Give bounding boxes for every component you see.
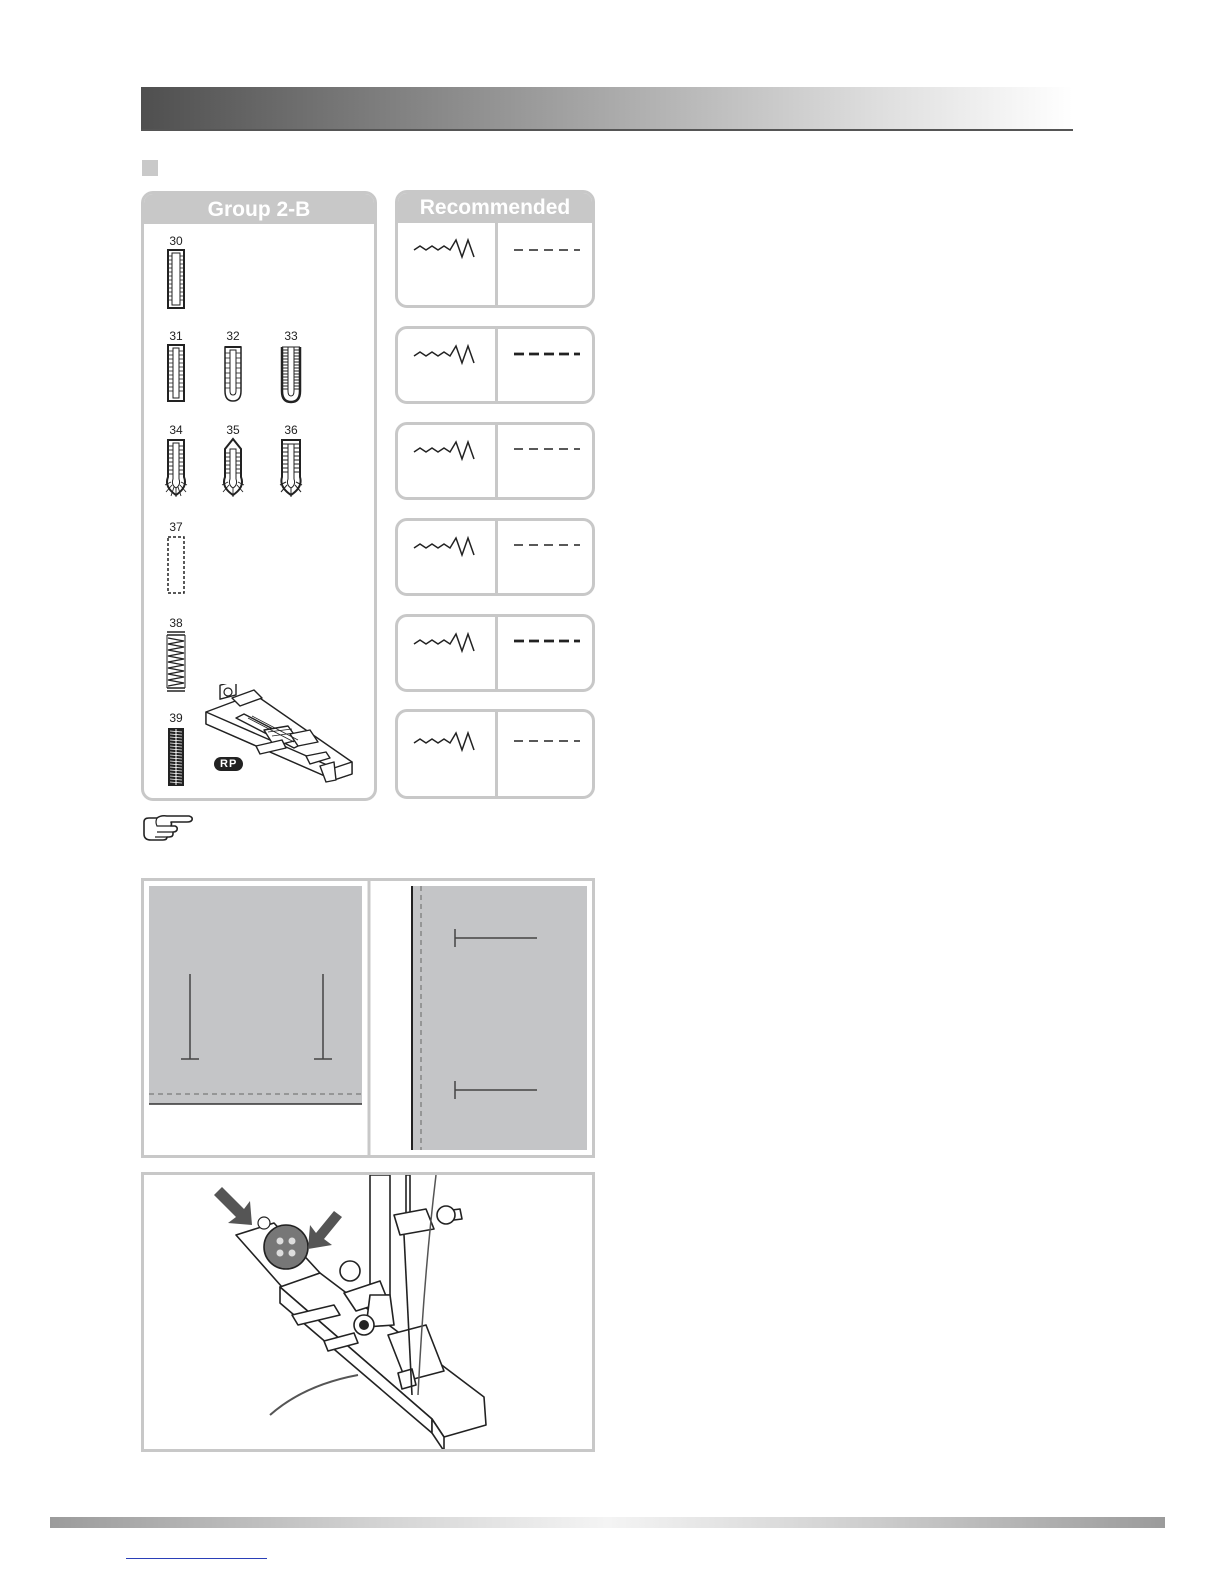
recommended-title: Recommended: [398, 193, 592, 223]
rp-badge: RP: [214, 757, 243, 771]
rec-stitch-cell: [398, 425, 498, 497]
header-bar: [141, 87, 1073, 131]
pattern-number: 38: [169, 616, 183, 630]
rec-stitch-cell: [398, 617, 498, 689]
pattern-38[interactable]: [161, 616, 191, 694]
pattern-number: 37: [169, 520, 183, 534]
pattern-33[interactable]: [276, 329, 306, 405]
recommended-row-5: [395, 614, 595, 692]
recommended-row-4: [395, 518, 595, 596]
group-2b-panel: [141, 191, 377, 801]
button-insertion-illustration: [141, 1172, 595, 1452]
rec-stitch-cell: [398, 329, 498, 401]
buttonhole-placement-diagram: [141, 878, 595, 1158]
rec-stitch-cell: [398, 223, 498, 305]
pattern-number: 33: [284, 329, 298, 343]
pattern-number: 39: [169, 711, 183, 725]
zigzag-icon: [412, 437, 478, 463]
dashed-line-bold-icon: [512, 636, 582, 646]
footer-bar: [50, 1517, 1165, 1528]
rec-dash-cell: [498, 329, 595, 401]
rec-dash-cell: [498, 223, 595, 305]
pattern-number: 35: [226, 423, 240, 437]
pattern-number: 31: [169, 329, 183, 343]
buttonhole-rect-icon: [165, 343, 187, 405]
recommended-row-6: [395, 709, 595, 799]
dashed-line-icon: [512, 245, 582, 255]
rec-stitch-cell: [398, 521, 498, 593]
rec-dash-cell: [498, 425, 595, 497]
buttonhole-dashed-icon: [165, 534, 187, 596]
buttonhole-rect-icon: [165, 248, 187, 310]
pattern-number: 32: [226, 329, 240, 343]
dashed-line-bold-icon: [512, 349, 582, 359]
zigzag-icon: [412, 533, 478, 559]
recommended-row-2: [395, 326, 595, 404]
buttonhole-keyhole-icon: [163, 437, 189, 501]
zigzag-icon: [412, 629, 478, 655]
section-marker: [142, 160, 158, 176]
dashed-line-icon: [512, 736, 582, 746]
pattern-31[interactable]: [161, 329, 191, 405]
buttonhole-zigzag-icon: [165, 630, 187, 694]
pointing-hand-icon: [141, 812, 197, 842]
rec-stitch-cell: [398, 712, 498, 796]
zigzag-icon: [412, 728, 478, 754]
recommended-row-3: [395, 422, 595, 500]
buttonhole-keyhole-point-icon: [220, 437, 246, 501]
rec-dash-cell: [498, 521, 595, 593]
pattern-number: 36: [284, 423, 298, 437]
rec-dash-cell: [498, 712, 595, 796]
pattern-39[interactable]: [161, 711, 191, 789]
pattern-30[interactable]: [161, 234, 191, 310]
buttonhole-round-icon: [222, 343, 244, 405]
pattern-37[interactable]: [161, 520, 191, 596]
buttonhole-round-dense-icon: [280, 343, 302, 405]
pattern-number: 34: [169, 423, 183, 437]
pattern-35[interactable]: [218, 423, 248, 501]
pattern-34[interactable]: [161, 423, 191, 501]
pattern-32[interactable]: [218, 329, 248, 405]
rec-dash-cell: [498, 617, 595, 689]
dashed-line-icon: [512, 444, 582, 454]
buttonhole-foot-illustration: [202, 684, 362, 789]
zigzag-icon: [412, 341, 478, 367]
presser-foot-illustration: [144, 1175, 592, 1449]
pattern-36[interactable]: [276, 423, 306, 501]
group-title: Group 2-B: [144, 194, 374, 224]
recommended-row-1: [395, 190, 595, 308]
footer-link-underline[interactable]: [126, 1558, 267, 1559]
buttonhole-dense-icon: [165, 725, 187, 789]
buttonhole-keyhole-square-icon: [278, 437, 304, 501]
zigzag-icon: [412, 235, 478, 261]
dashed-line-icon: [512, 540, 582, 550]
fabric-diagram: [144, 881, 592, 1155]
pattern-number: 30: [169, 234, 183, 248]
